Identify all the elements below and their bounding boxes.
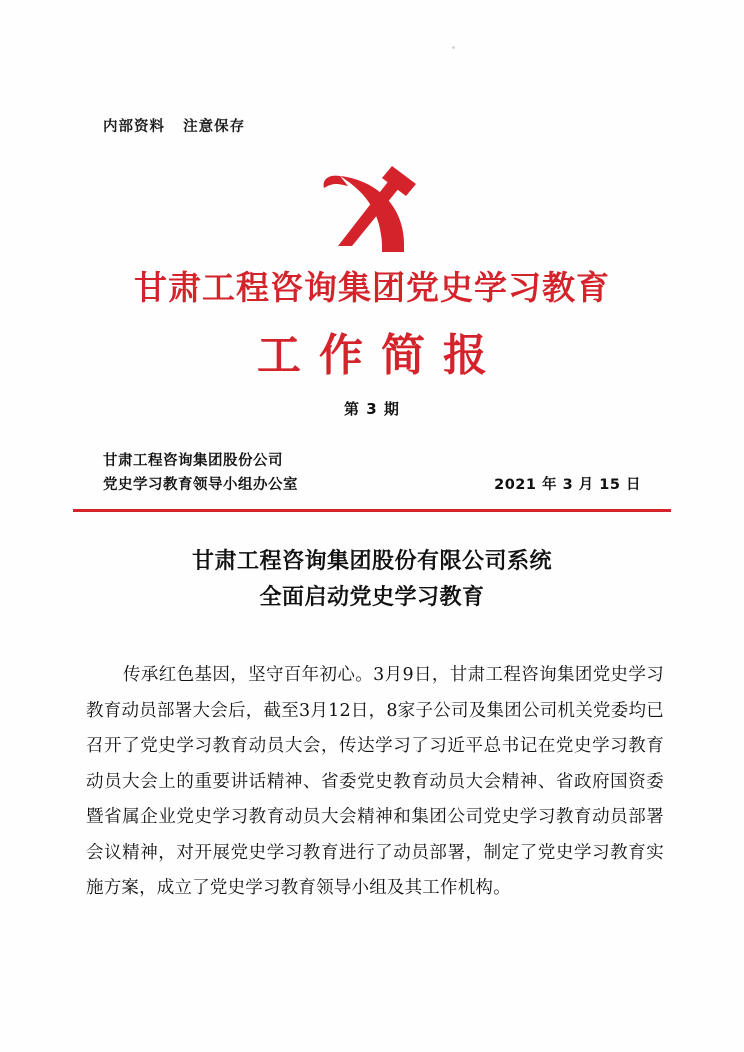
scan-speck <box>452 46 455 49</box>
confidential-note: 内部资料 注意保存 <box>103 119 246 135</box>
document-date: 2021 年 3 月 15 日 <box>494 477 641 493</box>
bulletin-sub-title: 工作简报 <box>257 330 505 381</box>
article-title <box>0 544 744 617</box>
party-emblem <box>0 158 744 263</box>
org-line-1: 甘肃工程咨询集团股份公司 <box>103 453 283 469</box>
article-title-line-1: 甘肃工程咨询集团股份有限公司系统 <box>191 549 552 574</box>
article-body: 传承红色基因，坚守百年初心。3月9日，甘肃工程咨询集团党史学习教育动员部署大会后，截至3月12日，8家子公司及集团公司机关党委均已召开了党史学习教育动员大会，传达学习了习近平总书记在党史学习教育动员大会上的重要讲话精神、省委党史教育动员大会精神、省政府国资委暨省属企业党史学习教育动员大会精神和集团公司党史学习教育动员部署会议精神，对开展党史学习教育进行了动员部署，制定了党史学习教育实施方案，成立了党史学习教育领导小组及其工作机构。 <box>86 665 664 899</box>
issue-number: 第 3 期 <box>344 400 400 418</box>
red-divider-rule <box>73 509 671 512</box>
article-title-line-2: 全面启动党史学习教育 <box>259 585 485 611</box>
issuing-organization <box>103 450 298 498</box>
org-line-2: 党史学习教育领导小组办公室 <box>103 476 298 493</box>
cpc-party-emblem-icon <box>308 158 436 258</box>
bulletin-main-title: 甘肃工程咨询集团党史学习教育 <box>134 268 610 307</box>
